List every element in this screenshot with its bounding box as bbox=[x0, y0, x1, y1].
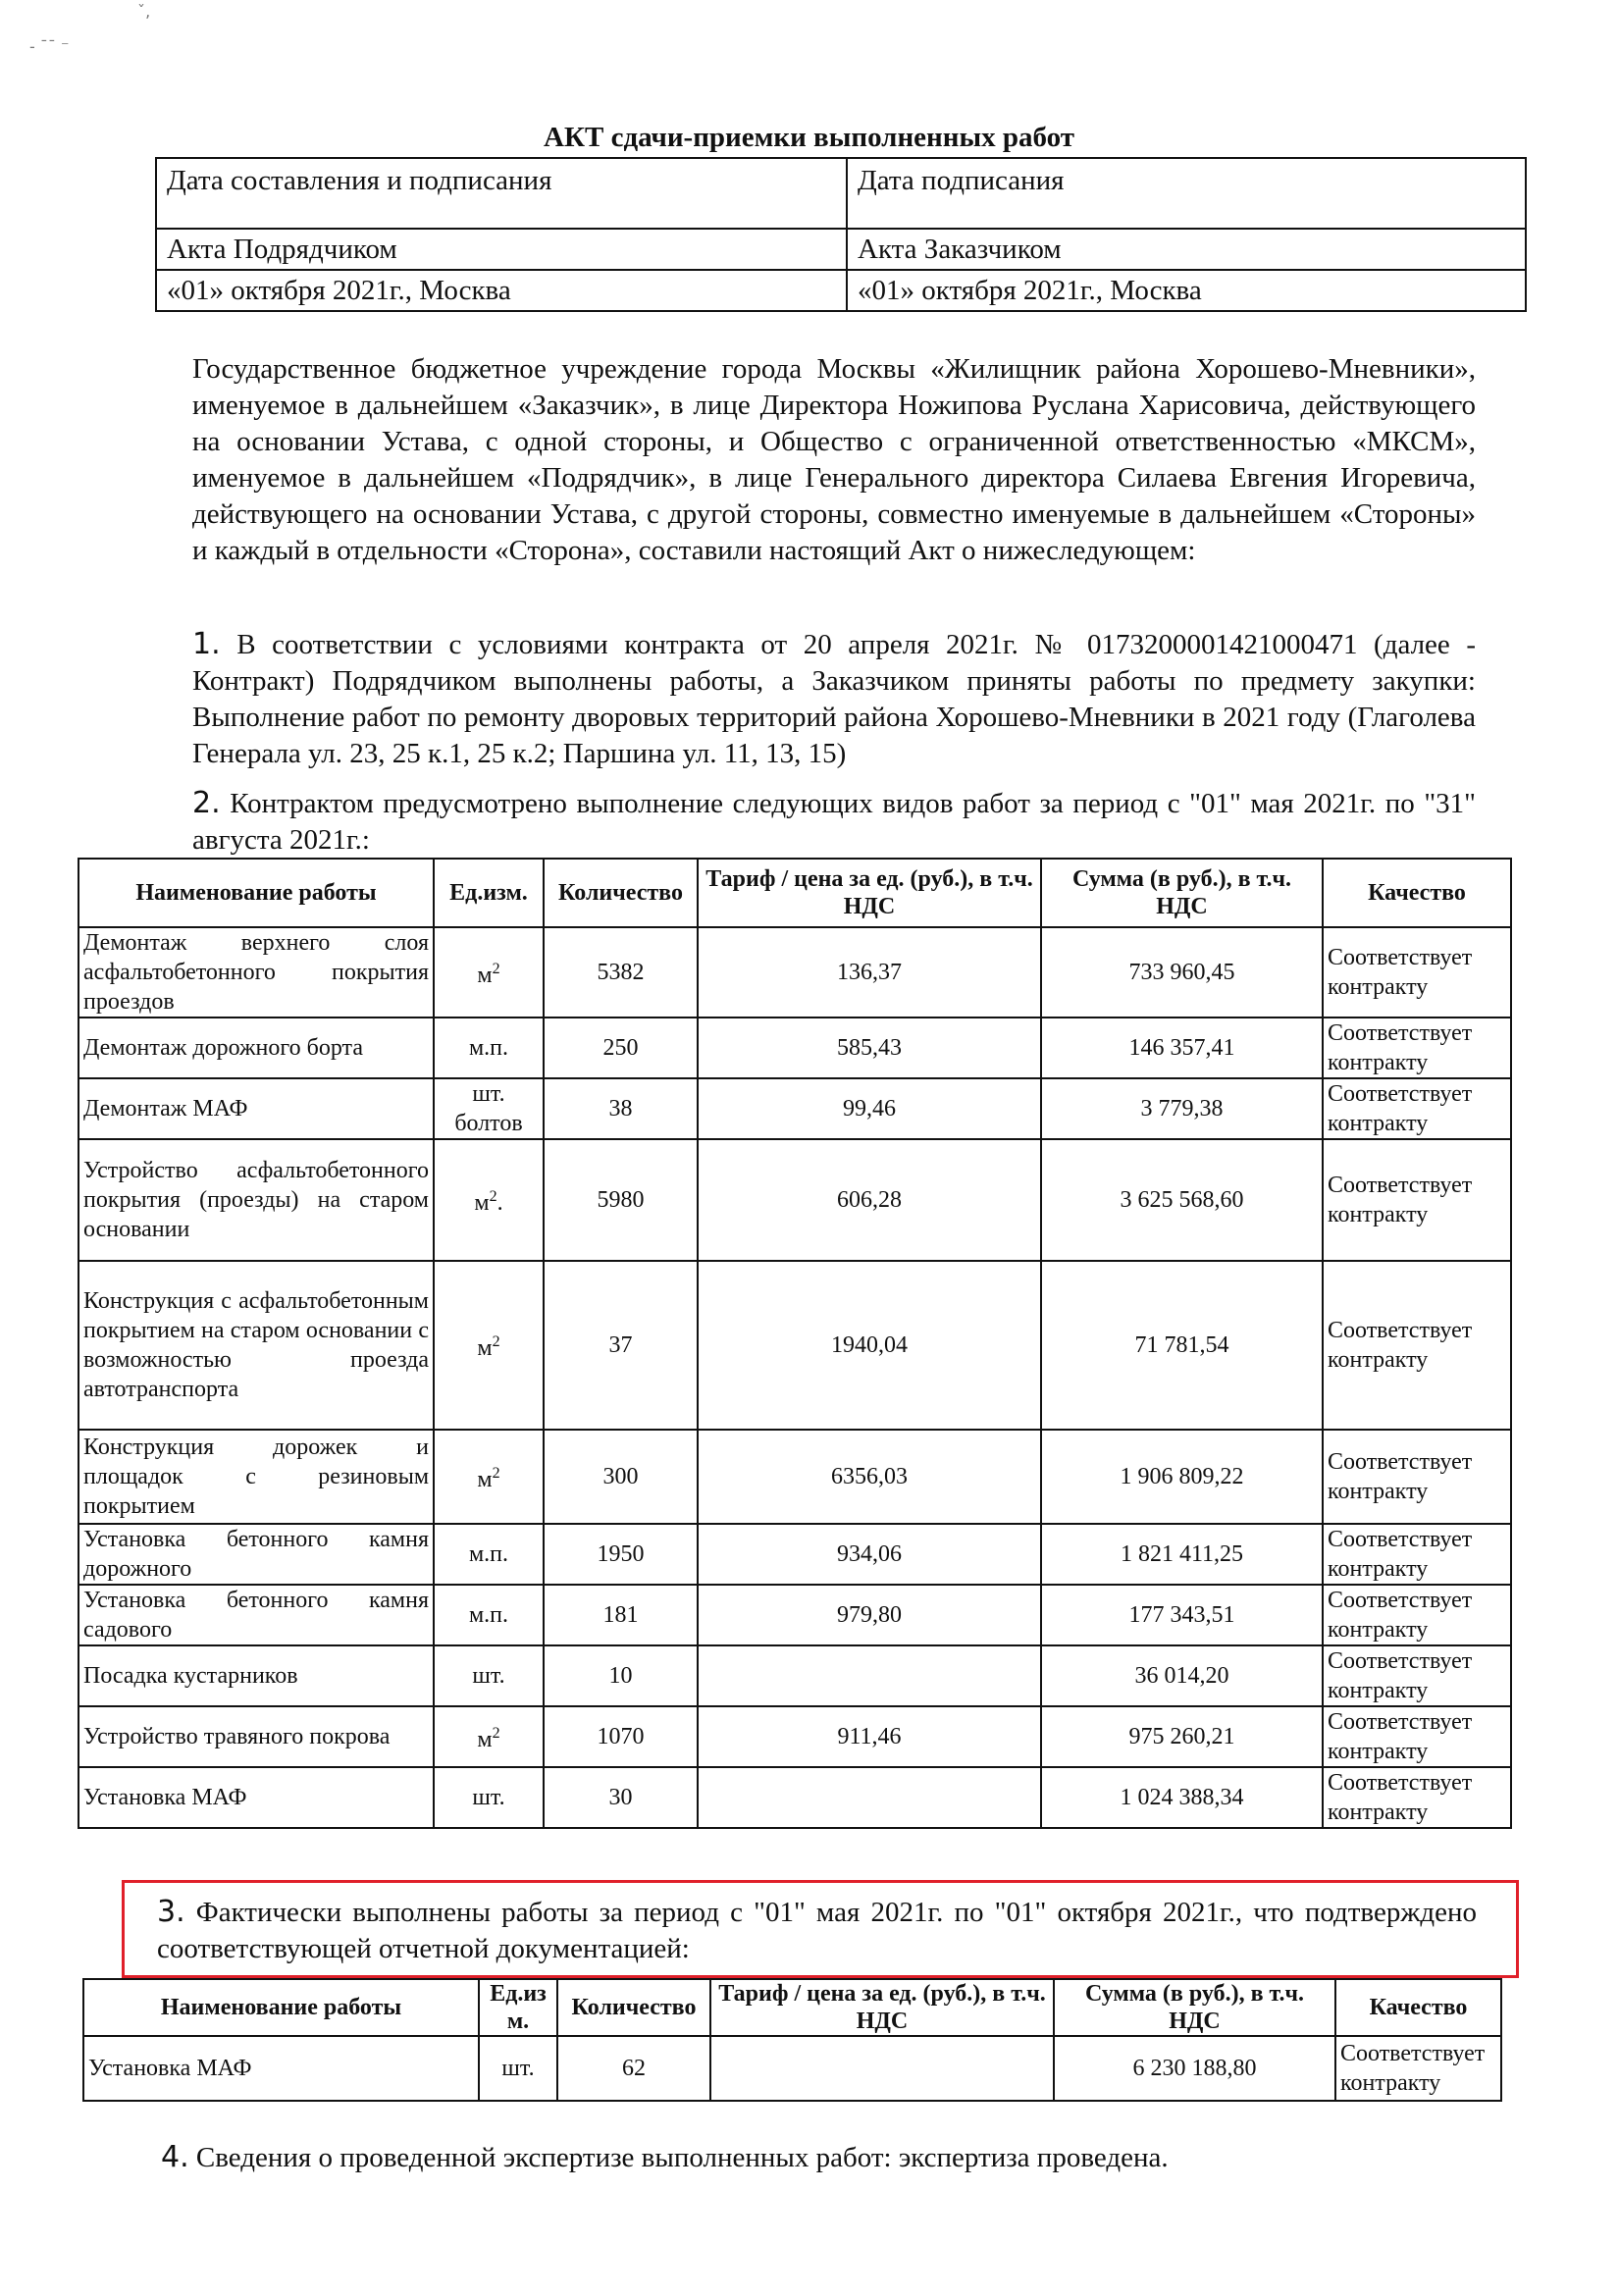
clause-1-number: 1. bbox=[192, 627, 221, 661]
clause-2-text: Контрактом предусмотрено выполнение следующих видов работ за период с "01" мая 2021г. по "31" августа 2021г.: bbox=[192, 788, 1476, 856]
header-left-line2: Акта Подрядчиком bbox=[156, 229, 847, 270]
quality-cell: Соответствует контракту bbox=[1323, 927, 1511, 1018]
unit-text: м bbox=[474, 1190, 490, 1216]
header-date-table bbox=[155, 157, 1527, 312]
table-row bbox=[78, 1645, 1511, 1706]
unit-superscript: 2 bbox=[489, 1188, 497, 1205]
document-title: АКТ сдачи-приемки выполненных работ bbox=[544, 122, 1074, 153]
unit-superscript: 2 bbox=[492, 1725, 500, 1742]
unit-superscript: 2 bbox=[492, 961, 500, 977]
quantity-cell: 37 bbox=[544, 1261, 698, 1430]
clause-2 bbox=[192, 785, 1476, 859]
table-row bbox=[78, 1767, 1511, 1828]
price-cell bbox=[698, 1645, 1041, 1706]
results-header-name: Наименование работы bbox=[83, 1979, 479, 2036]
work-name-cell: Установка МАФ bbox=[78, 1767, 434, 1828]
sum-cell: 6 230 188,80 bbox=[1054, 2036, 1335, 2101]
quantity-cell: 1070 bbox=[544, 1706, 698, 1767]
sum-cell: 146 357,41 bbox=[1041, 1018, 1323, 1078]
table-row bbox=[78, 1018, 1511, 1078]
unit-text: м bbox=[477, 1335, 493, 1361]
results-header-sum: Сумма (в руб.), в т.ч. НДС bbox=[1054, 1979, 1335, 2036]
unit-cell bbox=[434, 1018, 544, 1078]
unit-cell bbox=[434, 927, 544, 1018]
unit-text: м.п. bbox=[468, 1602, 509, 1628]
work-name-cell: Установка МАФ bbox=[83, 2036, 479, 2101]
quantity-cell: 5382 bbox=[544, 927, 698, 1018]
unit-text: шт. болтов bbox=[454, 1081, 523, 1136]
quality-cell: Соответствует контракту bbox=[1323, 1645, 1511, 1706]
work-name-cell: Конструкция с асфальтобетонным покрытием на старом основании с возможностью проезда автотранспорта bbox=[78, 1261, 434, 1430]
works-header-name: Наименование работы bbox=[78, 859, 434, 927]
scan-artifact: - ˉˉ ⁻ bbox=[29, 37, 70, 56]
work-name-cell: Демонтаж верхнего слоя асфальтобетонного покрытия проездов bbox=[78, 927, 434, 1018]
quantity-cell: 181 bbox=[544, 1585, 698, 1645]
clause-3-text: Фактически выполнены работы за период с "01" мая 2021г. по "01" октября 2021г., что подтверждено соответствующей отчетной документацией: bbox=[157, 1897, 1478, 1964]
table-row bbox=[83, 2036, 1501, 2101]
preamble-paragraph: Государственное бюджетное учреждение города Москвы «Жилищник района Хорошево-Мневники», именуемое в дальнейшем «Заказчик», в лице Директора Ножипова Руслана Харисовича, действующего на основании Устава, с одной стороны, и Общество с ограниченной ответственностью «МКСМ», именуемое в дальнейшем «Подрядчик», в лице Генерального директора Силаева Евгения Игоревича, действующего на основании Устава, с другой стороны, совместно именуемые в дальнейшем «Стороны» и каждый в отдельности «Сторона», составили настоящий Акт о нижеследующем: bbox=[192, 353, 1476, 566]
price-cell: 99,46 bbox=[698, 1078, 1041, 1139]
quantity-cell: 62 bbox=[557, 2036, 710, 2101]
work-name-cell: Устройство асфальтобетонного покрытия (проезды) на старом основании bbox=[78, 1139, 434, 1261]
quantity-cell: 300 bbox=[544, 1430, 698, 1524]
unit-cell bbox=[434, 1430, 544, 1524]
results-header-qty: Количество bbox=[557, 1979, 710, 2036]
quantity-cell: 30 bbox=[544, 1767, 698, 1828]
clause-4 bbox=[161, 2139, 1476, 2176]
table-row bbox=[78, 1139, 1511, 1261]
clause-3-number: 3. bbox=[157, 1895, 185, 1929]
table-row bbox=[78, 927, 1511, 1018]
quantity-cell: 250 bbox=[544, 1018, 698, 1078]
table-row bbox=[78, 1524, 1511, 1585]
unit-cell bbox=[434, 1585, 544, 1645]
quality-cell: Соответствует контракту bbox=[1323, 1767, 1511, 1828]
quantity-cell: 5980 bbox=[544, 1139, 698, 1261]
quality-cell: Соответствует контракту bbox=[1323, 1706, 1511, 1767]
sum-cell: 3 625 568,60 bbox=[1041, 1139, 1323, 1261]
results-header-quality: Качество bbox=[1335, 1979, 1501, 2036]
price-cell: 6356,03 bbox=[698, 1430, 1041, 1524]
price-cell: 585,43 bbox=[698, 1018, 1041, 1078]
table-row bbox=[78, 1706, 1511, 1767]
quality-cell: Соответствует контракту bbox=[1323, 1139, 1511, 1261]
quantity-cell: 1950 bbox=[544, 1524, 698, 1585]
clause-2-number: 2. bbox=[192, 786, 221, 820]
clause-1 bbox=[192, 626, 1476, 772]
quality-cell: Соответствует контракту bbox=[1323, 1585, 1511, 1645]
work-name-cell: Демонтаж МАФ bbox=[78, 1078, 434, 1139]
unit-cell bbox=[434, 1139, 544, 1261]
works-table bbox=[78, 858, 1512, 1829]
work-name-cell: Демонтаж дорожного борта bbox=[78, 1018, 434, 1078]
table-row bbox=[78, 1261, 1511, 1430]
price-cell: 1940,04 bbox=[698, 1261, 1041, 1430]
clause-1-text: В соответствии с условиями контракта от 20 апреля 2021г. № 0173200001421000471 (далее - Контракт) Подрядчиком выполнены работы, а Заказчиком приняты работы по предмету закупки: Выполнение работ по ремонту дворовых территорий района Хорошево-Мневники в 2021 году (Глаголева Генерала ул. 23, 25 к.1, 25 к.2; Паршина ул. 11, 13, 15) bbox=[192, 629, 1477, 769]
sum-cell: 71 781,54 bbox=[1041, 1261, 1323, 1430]
work-name-cell: Установка бетонного камня дорожного bbox=[78, 1524, 434, 1585]
unit-text: м.п. bbox=[468, 1541, 509, 1567]
table-row bbox=[78, 1078, 1511, 1139]
results-table bbox=[82, 1978, 1502, 2102]
clause-4-number: 4. bbox=[161, 2140, 189, 2174]
sum-cell: 1 024 388,34 bbox=[1041, 1767, 1323, 1828]
results-header-price: Тариф / цена за ед. (руб.), в т.ч. НДС bbox=[710, 1979, 1054, 2036]
unit-suffix: . bbox=[496, 1190, 503, 1216]
unit-superscript: 2 bbox=[492, 1333, 500, 1350]
work-name-cell: Установка бетонного камня садового bbox=[78, 1585, 434, 1645]
unit-text: шт. bbox=[472, 1785, 505, 1810]
sum-cell: 36 014,20 bbox=[1041, 1645, 1323, 1706]
price-cell: 934,06 bbox=[698, 1524, 1041, 1585]
unit-cell: шт. bbox=[479, 2036, 557, 2101]
unit-text: м bbox=[477, 963, 493, 988]
sum-cell: 975 260,21 bbox=[1041, 1706, 1323, 1767]
price-cell: 979,80 bbox=[698, 1585, 1041, 1645]
work-name-cell: Посадка кустарников bbox=[78, 1645, 434, 1706]
header-right-line1: Дата подписания bbox=[847, 158, 1526, 229]
unit-text: м bbox=[477, 1467, 493, 1492]
sum-cell: 1 821 411,25 bbox=[1041, 1524, 1323, 1585]
unit-text: шт. bbox=[472, 1663, 505, 1689]
unit-cell bbox=[434, 1524, 544, 1585]
quality-cell: Соответствует контракту bbox=[1335, 2036, 1501, 2101]
unit-text: м bbox=[477, 1727, 493, 1752]
work-name-cell: Конструкция дорожек и площадок с резиновым покрытием bbox=[78, 1430, 434, 1524]
price-cell bbox=[698, 1767, 1041, 1828]
unit-cell bbox=[434, 1645, 544, 1706]
works-header-qty: Количество bbox=[544, 859, 698, 927]
sum-cell: 1 906 809,22 bbox=[1041, 1430, 1323, 1524]
header-right-date: «01» октября 2021г., Москва bbox=[847, 270, 1526, 311]
quality-cell: Соответствует контракту bbox=[1323, 1524, 1511, 1585]
unit-text: м.п. bbox=[468, 1035, 509, 1061]
quality-cell: Соответствует контракту bbox=[1323, 1430, 1511, 1524]
unit-cell bbox=[434, 1706, 544, 1767]
works-header-price: Тариф / цена за ед. (руб.), в т.ч. НДС bbox=[698, 859, 1041, 927]
clause-4-text: Сведения о проведенной экспертизе выполненных работ: экспертиза проведена. bbox=[195, 2142, 1169, 2173]
unit-superscript: 2 bbox=[492, 1465, 500, 1482]
quantity-cell: 10 bbox=[544, 1645, 698, 1706]
price-cell: 606,28 bbox=[698, 1139, 1041, 1261]
sum-cell: 177 343,51 bbox=[1041, 1585, 1323, 1645]
header-left-line1: Дата составления и подписания bbox=[156, 158, 847, 229]
price-cell bbox=[710, 2036, 1054, 2101]
table-row bbox=[78, 1585, 1511, 1645]
quality-cell: Соответствует контракту bbox=[1323, 1078, 1511, 1139]
works-header-sum: Сумма (в руб.), в т.ч. НДС bbox=[1041, 859, 1323, 927]
sum-cell: 733 960,45 bbox=[1041, 927, 1323, 1018]
scan-artifact: ˇ‚ bbox=[137, 2, 151, 21]
header-left-date: «01» октября 2021г., Москва bbox=[156, 270, 847, 311]
header-right-line2: Акта Заказчиком bbox=[847, 229, 1526, 270]
results-header-unit: Ед.из м. bbox=[479, 1979, 557, 2036]
quantity-cell: 38 bbox=[544, 1078, 698, 1139]
quality-cell: Соответствует контракту bbox=[1323, 1261, 1511, 1430]
works-header-unit: Ед.изм. bbox=[434, 859, 544, 927]
unit-cell bbox=[434, 1261, 544, 1430]
clause-3 bbox=[157, 1894, 1477, 1967]
unit-cell bbox=[434, 1078, 544, 1139]
work-name-cell: Устройство травяного покрова bbox=[78, 1706, 434, 1767]
works-header-quality: Качество bbox=[1323, 859, 1511, 927]
sum-cell: 3 779,38 bbox=[1041, 1078, 1323, 1139]
price-cell: 911,46 bbox=[698, 1706, 1041, 1767]
table-row bbox=[78, 1430, 1511, 1524]
quality-cell: Соответствует контракту bbox=[1323, 1018, 1511, 1078]
unit-cell bbox=[434, 1767, 544, 1828]
price-cell: 136,37 bbox=[698, 927, 1041, 1018]
